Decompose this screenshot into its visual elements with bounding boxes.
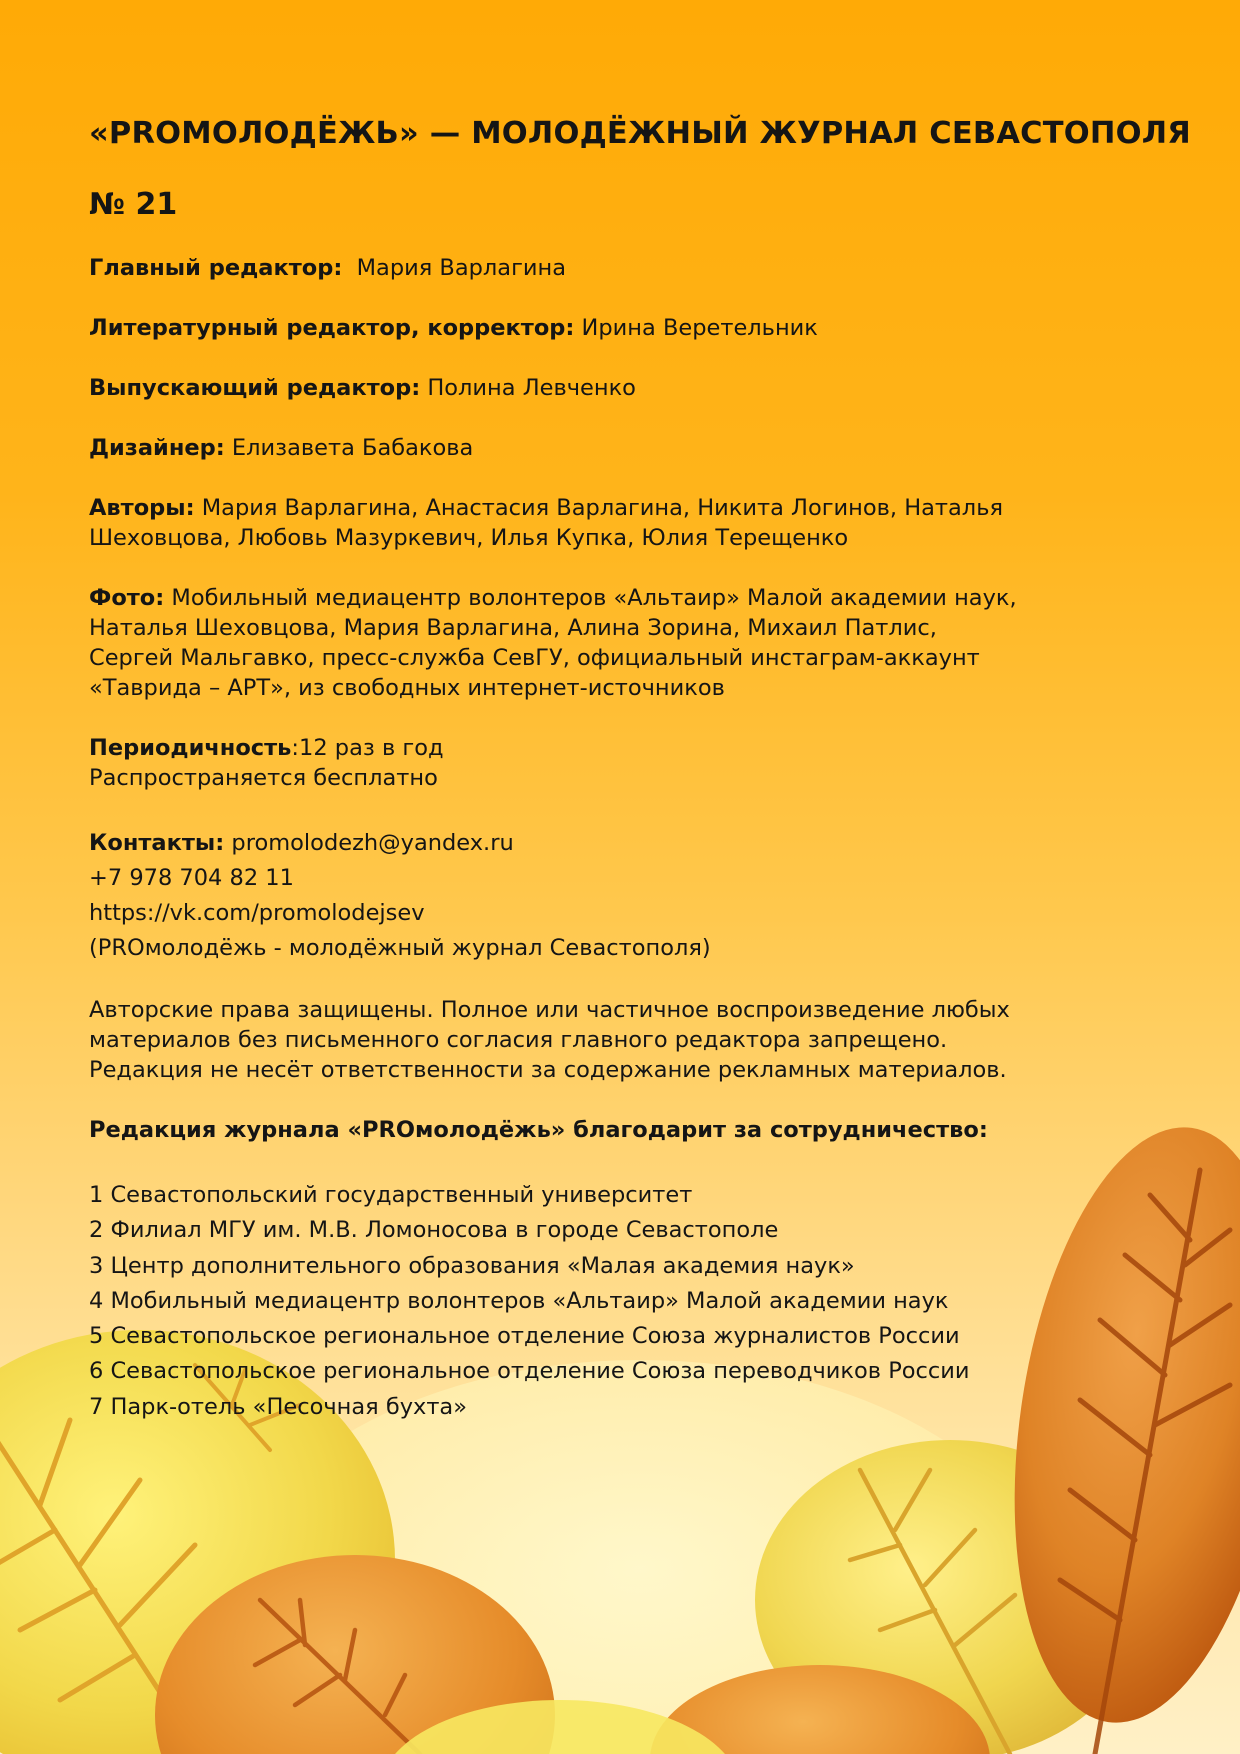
issuing-editor (89, 373, 1159, 403)
distribution-note: Распространяется бесплатно (89, 765, 438, 791)
issuing-editor-value: Полина Левченко (420, 375, 636, 401)
thanks-heading-text: Редакция журнала «PROмолодёжь» благодарит за сотрудничество: (89, 1117, 988, 1143)
periodicity-value: :12 раз в год (291, 735, 444, 761)
page-title: «PROМОЛОДЁЖЬ» — МОЛОДЁЖНЫЙ ЖУРНАЛ СЕВАСТОПОЛЯ (89, 116, 1191, 151)
photo-line-4: «Таврида – АРТ», из свободных интернет-источников (89, 675, 725, 701)
authors-line-1 (89, 493, 1159, 523)
issue-number: № 21 (89, 187, 178, 222)
contacts (89, 826, 1159, 966)
editor-in-chief-value: Мария Варлагина (342, 255, 567, 281)
photo-credits (89, 583, 1159, 703)
contacts-label: Контакты: (89, 830, 225, 856)
thanks-heading (89, 1115, 1159, 1145)
designer-label: Дизайнер: (89, 435, 225, 461)
contact-vk-name: (PROмолодёжь - молодёжный журнал Севастополя) (89, 935, 711, 961)
copyright-line-3: Редакция не несёт ответственности за содержание рекламных материалов. (89, 1057, 1007, 1083)
literary-editor-label: Литературный редактор, корректор: (89, 315, 575, 341)
partners-list (89, 1178, 970, 1425)
periodicity-line (89, 733, 1159, 763)
list-item: 2 Филиал МГУ им. М.В. Ломоносова в городе Севастополе (89, 1217, 779, 1244)
contact-vk-link[interactable]: https://vk.com/promolodejsev (89, 900, 425, 926)
authors (89, 493, 1159, 553)
literary-editor-value: Ирина Веретельник (574, 315, 818, 341)
issuing-editor-label: Выпускающий редактор: (89, 375, 421, 401)
editor-in-chief (89, 253, 1159, 283)
photo-line-2: Наталья Шеховцова, Мария Варлагина, Алина Зорина, Михаил Патлис, (89, 615, 937, 641)
copyright-line-2: материалов без письменного согласия главного редактора запрещено. (89, 1027, 948, 1053)
copyright-line-1: Авторские права защищены. Полное или частичное воспроизведение любых (89, 997, 1010, 1023)
editor-in-chief-label: Главный редактор: (89, 255, 343, 281)
list-item: 5 Севастопольское региональное отделение Союза журналистов России (89, 1323, 960, 1350)
list-item: 4 Мобильный медиацентр волонтеров «Альтаир» Малой академии наук (89, 1287, 949, 1314)
contact-email[interactable]: promolodezh@yandex.ru (224, 830, 514, 856)
list-item: 6 Севастопольское региональное отделение Союза переводчиков России (89, 1358, 970, 1385)
list-item: 7 Парк-отель «Песочная бухта» (89, 1393, 467, 1420)
periodicity (89, 733, 1159, 793)
photo-line-1 (89, 583, 1159, 613)
designer-value: Елизавета Бабакова (224, 435, 474, 461)
list-item: 1 Севастопольский государственный университет (89, 1182, 693, 1208)
authors-line-2: Шеховцова, Любовь Мазуркевич, Илья Купка, Юлия Терещенко (89, 525, 849, 551)
photo-credits-part-1: Мобильный медиацентр волонтеров «Альтаир» Малой академии наук, (164, 585, 1017, 611)
contacts-email-line (89, 826, 1159, 861)
list-item: 3 Центр дополнительного образования «Малая академия наук» (89, 1252, 855, 1279)
authors-label: Авторы: (89, 495, 195, 521)
designer (89, 433, 1159, 463)
literary-editor (89, 313, 1159, 343)
authors-list-part-1: Мария Варлагина, Анастасия Варлагина, Никита Логинов, Наталья (194, 495, 1003, 521)
periodicity-label: Периодичность (89, 735, 292, 761)
copyright-notice (89, 995, 1159, 1085)
photo-line-3: Сергей Мальгавко, пресс-служба СевГУ, официальный инстаграм-аккаунт (89, 645, 980, 671)
contact-phone: +7 978 704 82 11 (89, 865, 294, 891)
photo-label: Фото: (89, 585, 165, 611)
